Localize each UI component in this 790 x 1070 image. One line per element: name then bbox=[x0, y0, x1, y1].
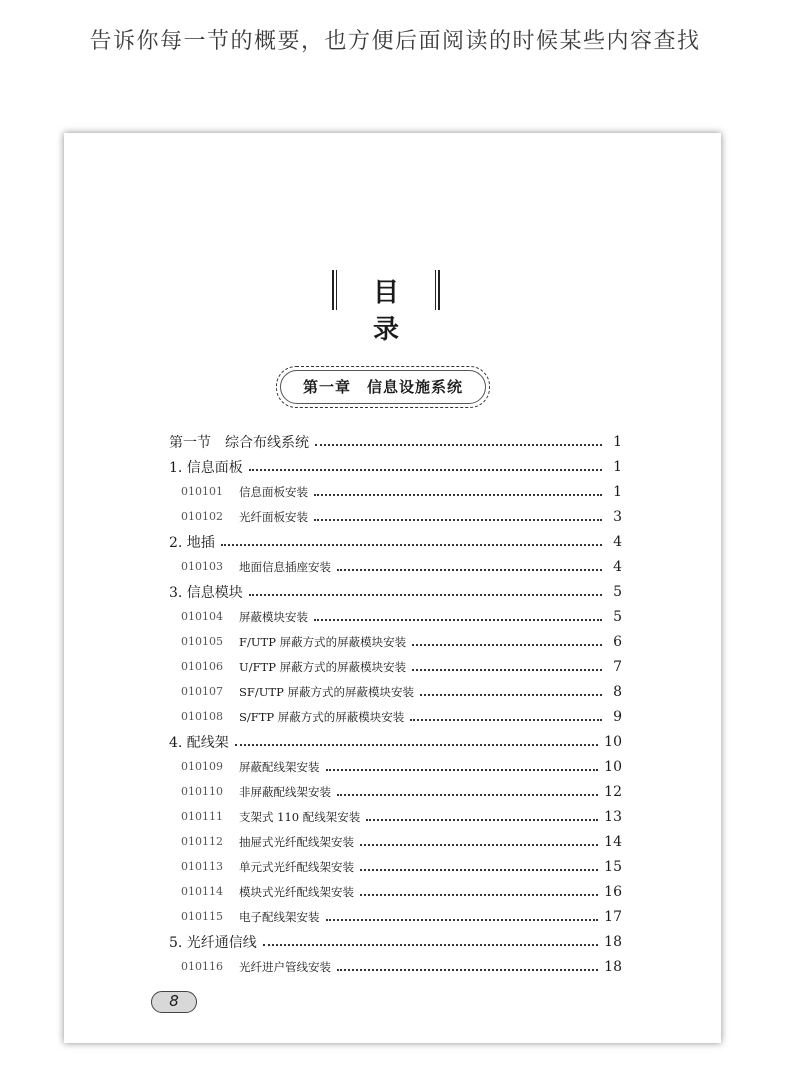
toc-entry-code: 010107 bbox=[181, 685, 223, 698]
toc-entry-code: 010109 bbox=[181, 760, 223, 773]
toc-entry-label: 屏蔽模块安装 bbox=[239, 609, 308, 624]
dot-leader bbox=[420, 693, 602, 696]
toc-entry-page: 1 bbox=[613, 483, 622, 500]
toc-entry-label: 光纤进户管线安装 bbox=[239, 959, 331, 974]
toc-entry bbox=[169, 954, 622, 979]
toc-entry-label: 地面信息插座安装 bbox=[239, 559, 331, 574]
toc-entry bbox=[169, 729, 622, 754]
toc-title-box bbox=[332, 270, 440, 345]
page-number-badge: 8 bbox=[151, 991, 197, 1013]
toc-entry-code: 010114 bbox=[181, 885, 223, 898]
toc-entry-code: 010106 bbox=[181, 660, 223, 673]
toc-entry-label: 抽屉式光纤配线架安装 bbox=[239, 834, 354, 849]
toc-title: 目 录 bbox=[372, 278, 413, 345]
toc-entry bbox=[169, 879, 622, 904]
toc-entry-page: 1 bbox=[613, 433, 622, 450]
toc-entry-page: 3 bbox=[613, 508, 622, 525]
toc-entry bbox=[169, 529, 622, 554]
toc-entry-page: 12 bbox=[604, 783, 622, 800]
caption-text: 告诉你每一节的概要，也方便后面阅读的时候某些内容查找 bbox=[89, 29, 701, 54]
toc-entry-label: 3. 信息模块 bbox=[169, 584, 243, 601]
toc-entry-page: 10 bbox=[604, 733, 622, 750]
toc-entry bbox=[169, 829, 622, 854]
toc-entry bbox=[169, 779, 622, 804]
chapter-heading-box bbox=[276, 366, 490, 408]
toc-entry-label: 4. 配线架 bbox=[169, 734, 229, 751]
dot-leader bbox=[249, 593, 602, 596]
toc-entry bbox=[169, 629, 622, 654]
toc-entry bbox=[169, 854, 622, 879]
toc-entry-label: 模块式光纤配线架安装 bbox=[239, 884, 354, 899]
toc-entry-page: 13 bbox=[604, 808, 622, 825]
toc-entry-code: 010116 bbox=[181, 960, 223, 973]
toc-entry-code: 010108 bbox=[181, 710, 223, 723]
toc-entry bbox=[169, 679, 622, 704]
toc-entry bbox=[169, 504, 622, 529]
toc-entry-code: 010110 bbox=[181, 785, 223, 798]
toc-entry-code: 010102 bbox=[181, 510, 223, 523]
toc-entry-page: 15 bbox=[604, 858, 622, 875]
dot-leader bbox=[412, 643, 602, 646]
toc-entry-page: 18 bbox=[604, 958, 622, 975]
toc-entry-code: 010101 bbox=[181, 485, 223, 498]
toc-entry bbox=[169, 904, 622, 929]
toc-entry-page: 4 bbox=[613, 558, 622, 575]
toc-entry-code: 010104 bbox=[181, 610, 223, 623]
dot-leader bbox=[337, 968, 598, 971]
dot-leader bbox=[337, 568, 602, 571]
toc-entry-page: 1 bbox=[613, 458, 622, 475]
toc-entry-page: 18 bbox=[604, 933, 622, 950]
toc-entry-label: 电子配线架安装 bbox=[239, 909, 320, 924]
toc-entry-page: 6 bbox=[613, 633, 622, 650]
toc-entry-label: 5. 光纤通信线 bbox=[169, 934, 257, 951]
toc-entry-page: 5 bbox=[613, 608, 622, 625]
toc-entry bbox=[169, 479, 622, 504]
toc-entry-label: SF/UTP 屏蔽方式的屏蔽模块安装 bbox=[239, 684, 414, 699]
toc-entry bbox=[169, 604, 622, 629]
toc-entry-code: 010112 bbox=[181, 835, 223, 848]
dot-leader bbox=[314, 618, 602, 621]
toc-entry-page: 17 bbox=[604, 908, 622, 925]
toc-entry-page: 10 bbox=[604, 758, 622, 775]
table-of-contents bbox=[169, 429, 622, 979]
book-page bbox=[64, 133, 721, 1043]
toc-entry-code: 010103 bbox=[181, 560, 223, 573]
toc-entry-code: 010111 bbox=[181, 810, 223, 823]
toc-entry-label: F/UTP 屏蔽方式的屏蔽模块安装 bbox=[239, 634, 407, 649]
toc-entry-code: 010115 bbox=[181, 910, 223, 923]
dot-leader bbox=[326, 918, 599, 921]
toc-entry-page: 7 bbox=[613, 658, 622, 675]
dot-leader bbox=[263, 943, 598, 946]
toc-entry-page: 9 bbox=[613, 708, 622, 725]
toc-entry-label: 1. 信息面板 bbox=[169, 459, 243, 476]
toc-entry-label: 第一节 综合布线系统 bbox=[169, 434, 309, 451]
toc-entry bbox=[169, 804, 622, 829]
dot-leader bbox=[314, 518, 602, 521]
toc-entry bbox=[169, 429, 622, 454]
chapter-heading: 第一章 信息设施系统 bbox=[302, 378, 463, 396]
toc-entry bbox=[169, 754, 622, 779]
toc-entry bbox=[169, 654, 622, 679]
toc-entry-code: 010105 bbox=[181, 635, 223, 648]
toc-entry-label: 单元式光纤配线架安装 bbox=[239, 859, 354, 874]
toc-entry-label: U/FTP 屏蔽方式的屏蔽模块安装 bbox=[239, 659, 407, 674]
toc-entry-label: 支架式 110 配线架安装 bbox=[239, 809, 361, 824]
toc-entry-code: 010113 bbox=[181, 860, 223, 873]
toc-entry-page: 4 bbox=[613, 533, 622, 550]
toc-entry bbox=[169, 929, 622, 954]
toc-entry-label: 非屏蔽配线架安装 bbox=[239, 784, 331, 799]
toc-entry-label: 2. 地插 bbox=[169, 534, 215, 551]
dot-leader bbox=[360, 868, 598, 871]
toc-entry-label: 光纤面板安装 bbox=[239, 509, 308, 524]
toc-entry-label: 信息面板安装 bbox=[239, 484, 308, 499]
dot-leader bbox=[410, 718, 602, 721]
dot-leader bbox=[221, 543, 602, 546]
toc-entry-label: 屏蔽配线架安装 bbox=[239, 759, 320, 774]
dot-leader bbox=[366, 818, 598, 821]
toc-entry-page: 16 bbox=[604, 883, 622, 900]
toc-entry-page: 5 bbox=[613, 583, 622, 600]
toc-entry bbox=[169, 579, 622, 604]
dot-leader bbox=[326, 768, 599, 771]
dot-leader bbox=[249, 468, 602, 471]
toc-entry bbox=[169, 704, 622, 729]
toc-entry-page: 8 bbox=[613, 683, 622, 700]
dot-leader bbox=[360, 843, 598, 846]
toc-entry bbox=[169, 454, 622, 479]
toc-entry-label: S/FTP 屏蔽方式的屏蔽模块安装 bbox=[239, 709, 405, 724]
dot-leader bbox=[315, 443, 602, 446]
dot-leader bbox=[412, 668, 602, 671]
dot-leader bbox=[235, 743, 598, 746]
dot-leader bbox=[314, 493, 602, 496]
toc-entry bbox=[169, 554, 622, 579]
dot-leader bbox=[337, 793, 598, 796]
dot-leader bbox=[360, 893, 598, 896]
toc-entry-page: 14 bbox=[604, 833, 622, 850]
